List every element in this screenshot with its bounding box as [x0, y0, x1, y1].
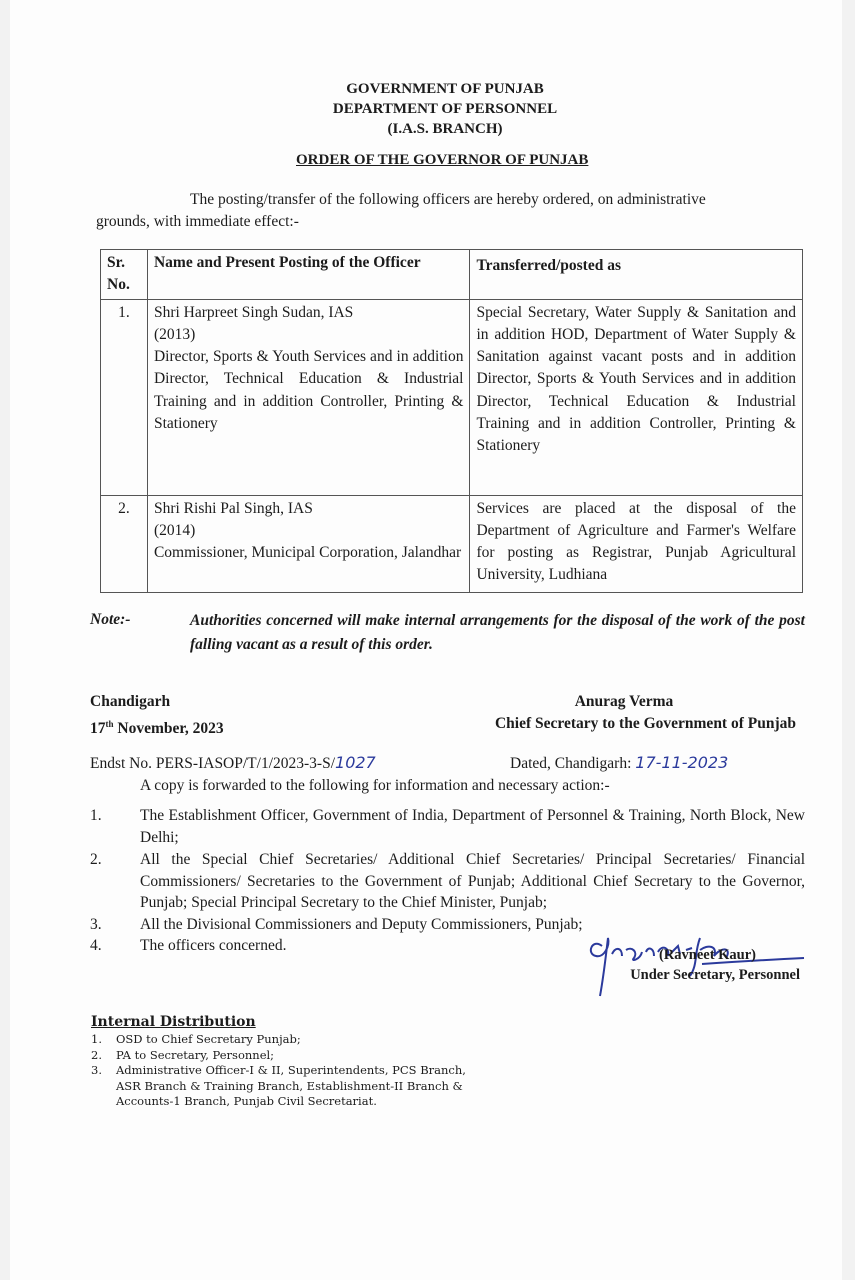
internal-distribution-list: [91, 1032, 476, 1110]
row-transferred-as: Special Secretary, Water Supply & Sanitation and in addition HOD, Department of Water Supply & Sanitation against vacant posts and in addition Director, Sports & Youth Services and in addition Director, Technical Education & Industrial Training and in addition Controller, Printing & Stationery: [470, 299, 803, 495]
officer-batch: (2014): [153, 521, 196, 539]
officer-present-posting: Director, Sports & Youth Services and in addition Director, Technical Education & Industrial Training and in addition Controller, Printing & Stationery: [153, 348, 464, 433]
header-sr-no: Sr. No.: [101, 250, 148, 300]
header-transferred: Transferred/posted as: [470, 250, 803, 300]
table-row: [101, 299, 803, 495]
header-name: Name and Present Posting of the Officer: [147, 250, 469, 300]
list-item: 2. All the Special Chief Secretaries/ Additional Chief Secretaries/ Principal Secretaries/ Financial Commissioners/ Secretaries to the Government of Punjab; Additional Chief Secretary to the Governor, Punjab; Special Principal Secretary to the Chief Minister, Punjab;: [90, 851, 805, 911]
list-item: 2. PA to Secretary, Personnel;: [91, 1047, 275, 1062]
under-secretary-name: (Ravneet Kaur): [658, 947, 756, 963]
forward-text: A copy is forwarded to the following for information and necessary action:-: [140, 777, 610, 794]
list-item: 1. OSD to Chief Secretary Punjab;: [91, 1032, 301, 1046]
table-header-row: [101, 250, 803, 300]
intro-line-2: grounds, with immediate effect:-: [96, 213, 299, 230]
order-title: ORDER OF THE GOVERNOR OF PUNJAB: [296, 152, 589, 168]
endorsement-number: Endst No. PERS-IASOP/T/1/2023-3-S/1027: [90, 753, 376, 772]
list-item: 3. All the Divisional Commissioners and Deputy Commissioners, Punjab;: [90, 915, 583, 933]
row-sr: 2.: [101, 495, 148, 592]
chief-secretary-name: Anurag Verma: [574, 693, 674, 710]
row-transferred-as: Services are placed at the disposal of the Department of Agriculture and Farmer's Welfare for posting as Registrar, Punjab Agricultural University, Ludhiana: [470, 495, 803, 592]
header-government: GOVERNMENT OF PUNJAB: [346, 81, 544, 97]
header-department: DEPARTMENT OF PERSONNEL: [332, 101, 558, 117]
place: Chandigarh: [90, 693, 171, 710]
internal-distribution-title: Internal Distribution: [91, 1014, 256, 1030]
intro-line-1: The posting/transfer of the following officers are hereby ordered, on administrative: [190, 191, 706, 208]
officer-batch: (2013): [153, 325, 196, 343]
table-row: [101, 495, 803, 592]
list-item: 3. Administrative Officer-I & II, Superintendents, PCS Branch, ASR Branch & Training Branch, Establishment-II Branch & Accounts-1 Branch, Punjab Civil Secretariat.: [91, 1063, 466, 1108]
chief-secretary-title: Chief Secretary to the Government of Punjab: [494, 715, 796, 732]
transfer-table: [100, 249, 803, 593]
row-sr: 1.: [101, 299, 148, 495]
handwritten-number: 1027: [335, 753, 376, 772]
officer-name: Shri Harpreet Singh Sudan, IAS: [153, 303, 354, 321]
list-item: 1. The Establishment Officer, Government of India, Department of Personnel & Training, North Block, New Delhi;: [90, 807, 805, 846]
endorsement-date: Dated, Chandigarh: 17-11-2023: [510, 753, 729, 772]
officer-present-posting: Commissioner, Municipal Corporation, Jalandhar: [153, 544, 462, 562]
note-text: Authorities concerned will make internal arrangements for the disposal of the work of the post falling vacant as a result of this order.: [190, 612, 805, 653]
order-date: 17th November, 2023: [90, 719, 224, 738]
row-officer: [147, 299, 469, 495]
note-label: Note:-: [90, 611, 131, 628]
list-item: 4. The officers concerned.: [90, 937, 287, 954]
header-branch: (I.A.S. BRANCH): [387, 121, 503, 137]
handwritten-date: 17-11-2023: [635, 753, 729, 772]
row-officer: [147, 495, 469, 592]
officer-name: Shri Rishi Pal Singh, IAS: [153, 499, 313, 517]
under-secretary-title: Under Secretary, Personnel: [630, 967, 800, 983]
